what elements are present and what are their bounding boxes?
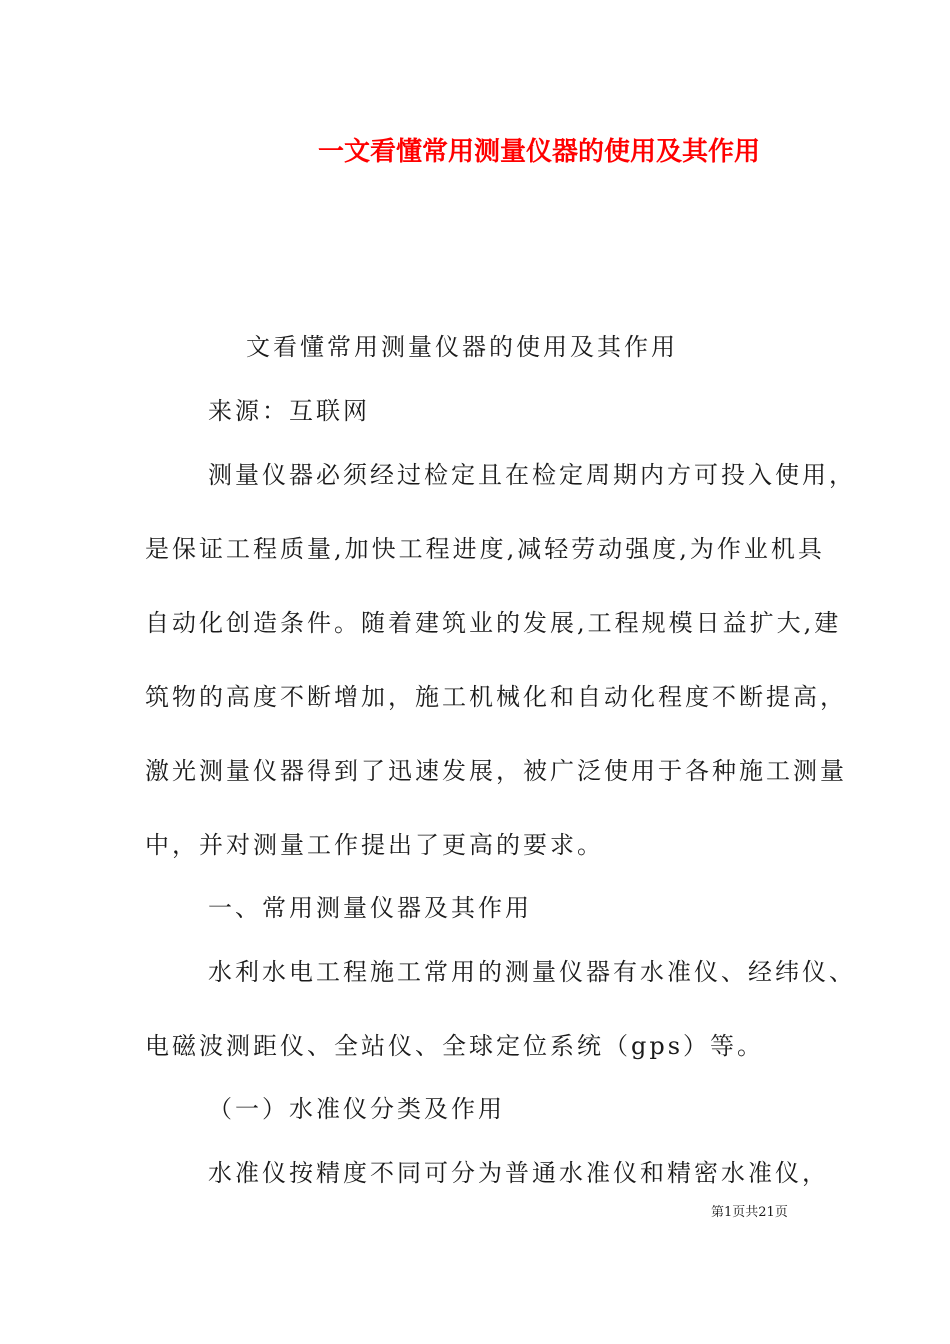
subtitle: 文看懂常用测量仪器的使用及其作用: [246, 333, 678, 361]
section-heading: 一、常用测量仪器及其作用: [208, 894, 532, 922]
paragraph-line: 电磁波测距仪、全站仪、全球定位系统（gps）等。: [145, 1032, 765, 1060]
paragraph-line: 水准仪按精度不同可分为普通水准仪和精密水准仪，: [208, 1159, 829, 1187]
paragraph-line: 是保证工程质量,加快工程进度,减轻劳动强度,为作业机具: [145, 535, 825, 563]
page-number: 第1页共21页: [711, 1205, 788, 1220]
paragraph-line: 水利水电工程施工常用的测量仪器有水准仪、经纬仪、: [208, 958, 856, 986]
paragraph-line: 测量仪器必须经过检定且在检定周期内方可投入使用，: [208, 461, 856, 489]
paragraph-line: 中，并对测量工作提出了更高的要求。: [145, 831, 604, 859]
paragraph-line: 激光测量仪器得到了迅速发展，被广泛使用于各种施工测量: [145, 757, 847, 785]
document-title: 一文看懂常用测量仪器的使用及其作用: [318, 137, 761, 167]
subsection-heading: （一）水准仪分类及作用: [208, 1095, 505, 1123]
paragraph-line: 自动化创造条件。随着建筑业的发展,工程规模日益扩大,建: [145, 609, 842, 637]
paragraph-line: 筑物的高度不断增加，施工机械化和自动化程度不断提高，: [145, 683, 847, 711]
source-line: 来源：互联网: [208, 397, 370, 425]
